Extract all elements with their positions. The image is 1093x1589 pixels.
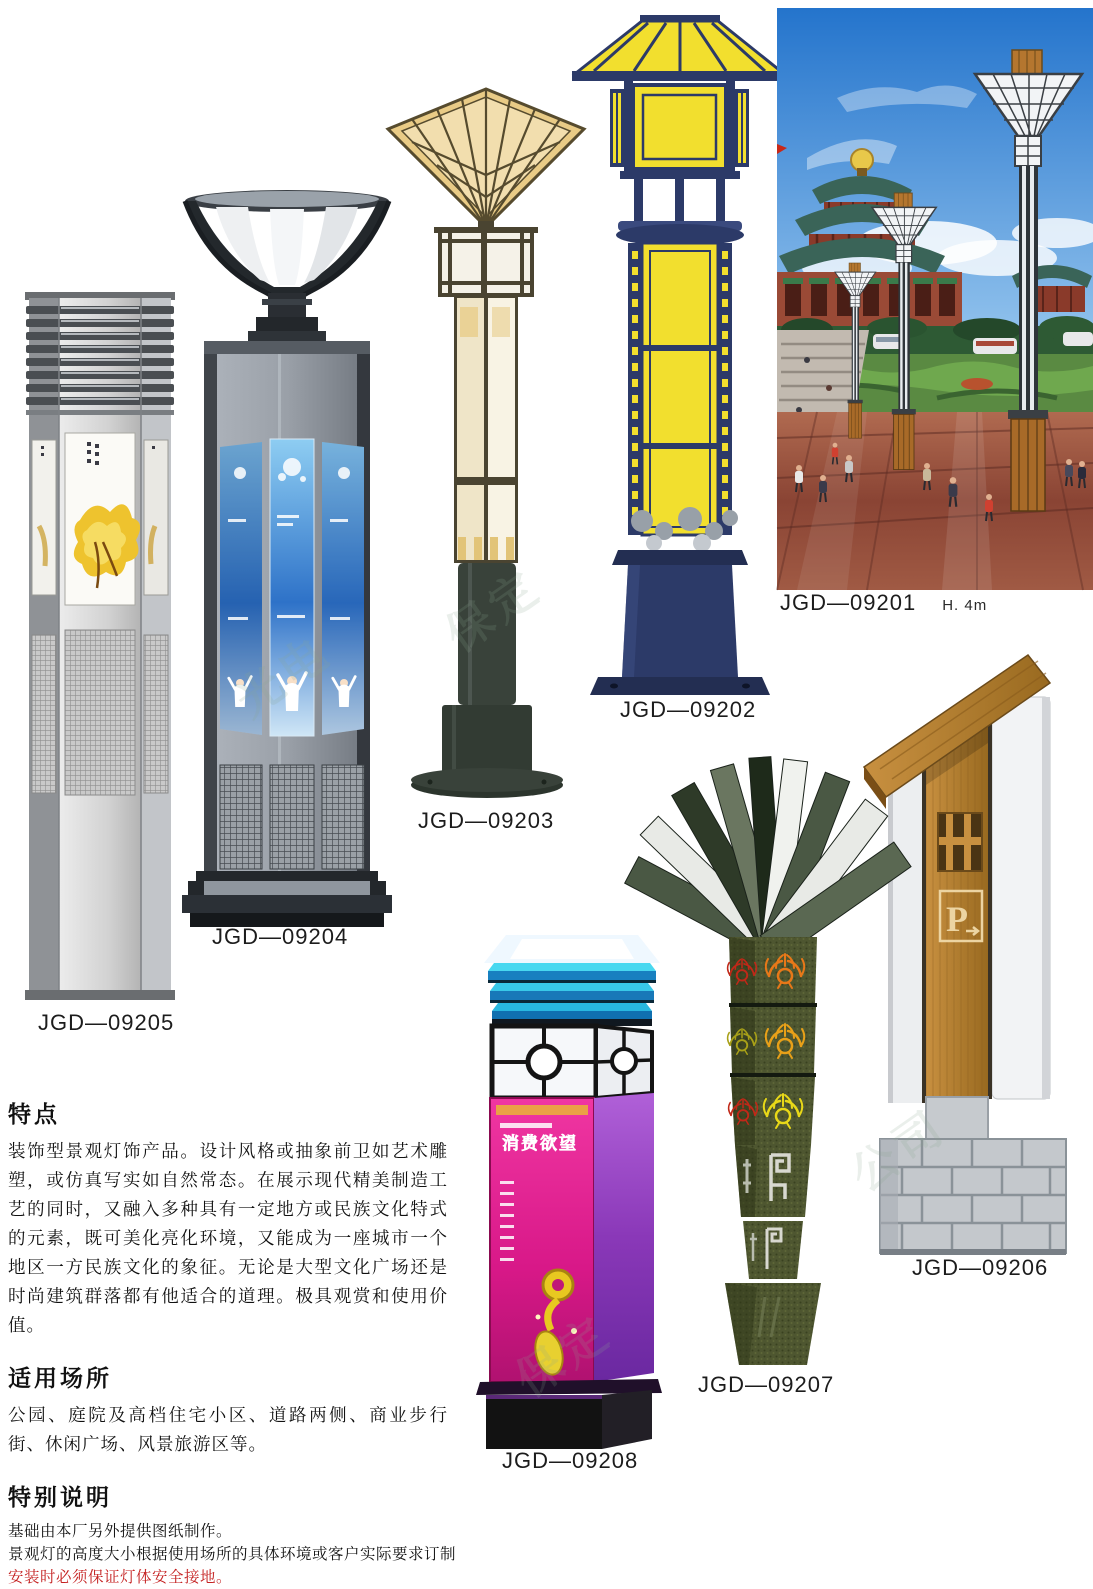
totem-column (728, 937, 817, 1145)
lantern-box (610, 81, 749, 179)
product-image-jgd-09202 (572, 15, 787, 705)
features-body: 装饰型景观灯饰产品。设计风格或抽象前卫如艺术雕塑，或仿真写实如自然常态。在展示现代精美制造工艺的同时，又融入多种具有一定地方或民族文化特式的元素，既可美化亮化环境，又能成为一座城市一个地区一方民族文化的象征。无论是大型文化广场还是时尚建筑群落都有他适合的道理。极具观赏和使用价值。 (8, 1141, 448, 1335)
fan-blades (625, 757, 911, 961)
notes-list (8, 1520, 457, 1589)
product-image-jgd-09205 (25, 290, 175, 1002)
product-code-jgd-09207: JGD—09207 (698, 1372, 835, 1397)
product-image-jgd-09203 (382, 85, 590, 800)
product-code-jgd-09208: JGD—09208 (502, 1448, 639, 1473)
product-image-jgd-09207 (655, 755, 885, 1373)
features-heading: 特点 (8, 1101, 60, 1127)
lattice-window (938, 813, 982, 871)
places-heading: 适用场所 (8, 1365, 112, 1391)
lattice-section (492, 1026, 652, 1098)
product-code-jgd-09201 (780, 590, 987, 616)
blue-ad-panels (220, 439, 364, 736)
pagoda-canopy (572, 15, 787, 81)
bollard-bottom-cap (25, 990, 175, 1000)
product-photo-jgd-09201 (777, 8, 1093, 590)
open-frame (634, 179, 725, 225)
pedestal (725, 1283, 821, 1365)
product-image-jgd-09204 (182, 185, 392, 927)
flared-top (185, 190, 389, 295)
stone-base (880, 1097, 1066, 1255)
product-code-jgd-09206: JGD—09206 (912, 1255, 1049, 1280)
note-line-1: 基础由本厂另外提供图纸制作。 (8, 1523, 233, 1540)
louver-section (26, 306, 174, 415)
code-text: JGD—09201 (780, 590, 917, 615)
lantern-box (434, 227, 538, 295)
note-line-2: 景观灯的高度大小根据使用场所的具体环境或客户实际要求订制 (8, 1546, 457, 1563)
description-column (8, 1096, 457, 1589)
fan-canopy (388, 89, 584, 233)
mesh-section (32, 630, 168, 795)
parking-letter: P (946, 899, 968, 939)
places-body: 公园、庭院及高档住宅小区、道路两侧、商业步行街、休闲广场、风景旅游区等。 (8, 1405, 448, 1454)
product-code-jgd-09204: JGD—09204 (212, 924, 349, 949)
product-code-jgd-09205: JGD—09205 (38, 1010, 175, 1035)
product-code-jgd-09202: JGD—09202 (620, 697, 757, 722)
pole-and-base (411, 563, 563, 798)
stepped-base (182, 871, 392, 927)
column (628, 243, 732, 535)
note-line-3-safety: 安装时必须保证灯体安全接地。 (8, 1569, 233, 1586)
ad-headline-text: 消费欲望 (502, 1134, 578, 1153)
product-code-jgd-09203: JGD—09203 (418, 808, 555, 833)
glass-column (454, 295, 518, 563)
product-image-jgd-09208 (462, 933, 682, 1451)
notes-heading: 特别说明 (8, 1484, 112, 1510)
mesh-section (220, 765, 364, 869)
product-image-jgd-09206 (860, 645, 1093, 1263)
bronze-pattern-segments (735, 1145, 811, 1279)
base-pedestal (590, 550, 770, 695)
black-base (476, 1379, 662, 1449)
light-box (490, 1093, 654, 1382)
glow-top (484, 935, 660, 963)
art-panel-section (32, 433, 168, 605)
height-note: H. 4m (942, 597, 988, 614)
cyan-louvers (488, 963, 656, 1026)
